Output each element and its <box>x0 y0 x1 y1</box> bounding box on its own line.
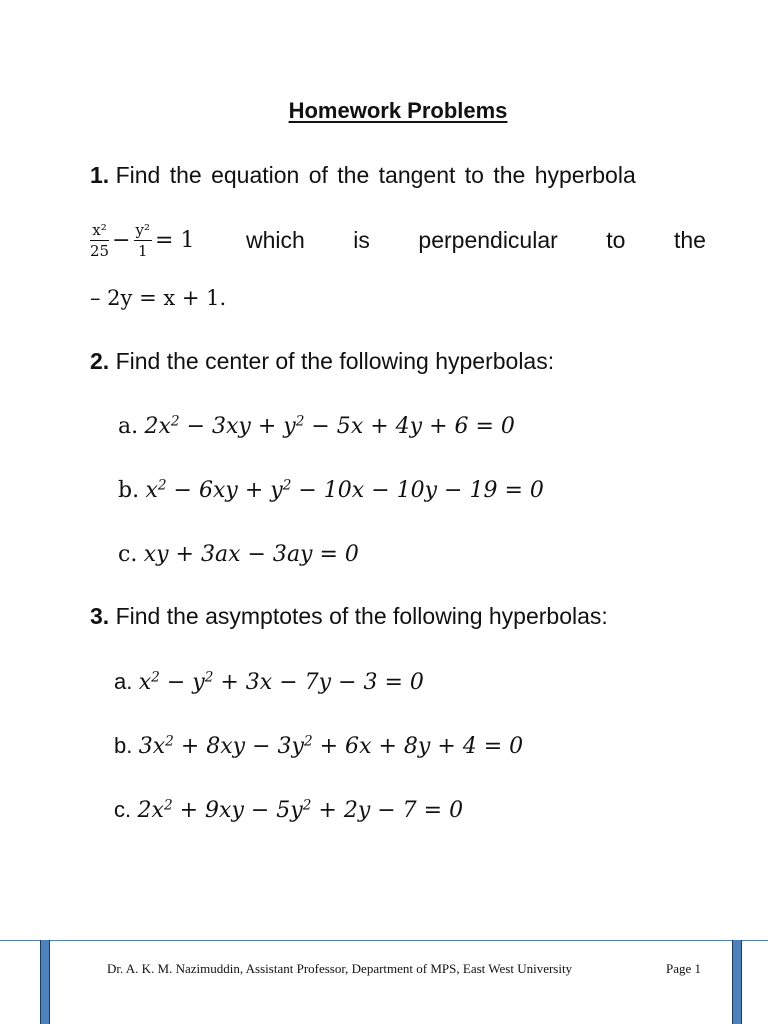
fraction-y: $\frac{\text{y²}}{1}$ <box>135 220 151 260</box>
problem-3-number: 3. <box>90 603 110 629</box>
item-label: a. <box>114 669 133 694</box>
equation-2c: xy + 3ax − 3ay = 0 <box>143 542 359 567</box>
problem-1-line3: – 2y = x + 1. <box>90 286 227 310</box>
fraction-x: $\frac{\text{x²}}{25}$ <box>90 220 110 260</box>
equation-3a: $x^2 - y^2 + 3x - 7y - 3 = 0$ <box>138 669 424 695</box>
item-label: c. <box>118 542 138 567</box>
footer-rule <box>0 940 768 941</box>
problem-2b <box>118 476 544 503</box>
problem-2-number: 2. <box>90 348 110 374</box>
equation-3c: $2x^2 + 9xy - 5y^2 + 2y - 7 = 0$ <box>137 797 464 823</box>
word-perpendicular: perpendicular <box>418 226 558 253</box>
problem-1-text: Find the equation of the tangent to the hyperbola <box>115 162 636 188</box>
footer-author: Dr. A. K. M. Nazimuddin, Assistant Professor, Department of MPS, East West University <box>107 961 573 976</box>
word-to: to <box>606 226 626 253</box>
footer-left-bar <box>40 940 50 1024</box>
problem-3-heading: Find the asymptotes of the following hyperbolas: <box>115 603 608 629</box>
problem-3b <box>114 732 523 759</box>
word-the: the <box>673 226 706 253</box>
problem-1-line1 <box>90 162 636 189</box>
equation-2a: $2x^2 - 3xy + y^2 - 5x + 4y + 6 = 0$ <box>144 413 515 439</box>
problem-2c <box>118 540 359 567</box>
hyperbola-equation: $\frac{\text{x²}}{25}$ − $\frac{\text{y²}}{1}$ = 1 <box>90 220 195 260</box>
item-label: b. <box>118 478 140 503</box>
problem-2-heading-line <box>90 348 554 375</box>
word-is: is <box>353 226 370 253</box>
problem-2-heading: Find the center of the following hyperbolas: <box>115 348 555 374</box>
item-label: a. <box>118 414 139 439</box>
page-title: Homework Problems <box>288 98 508 123</box>
equation-3b: $3x^2 + 8xy - 3y^2 + 6x + 8y + 4 = 0$ <box>138 733 524 759</box>
equation-2b: $x^2 - 6xy + y^2 - 10x - 10y - 19 = 0$ <box>145 477 544 503</box>
problem-1-line2 <box>90 212 706 268</box>
item-label: b. <box>114 733 133 758</box>
problem-3c <box>114 796 463 823</box>
footer-right-bar <box>732 940 742 1024</box>
footer-page-number: Page 1 <box>666 961 702 976</box>
word-which: which <box>245 226 305 253</box>
problem-2a <box>118 412 515 439</box>
problem-1-number: 1. <box>90 162 110 188</box>
problem-3a <box>114 668 424 695</box>
problem-3-heading-line <box>90 603 608 630</box>
item-label: c. <box>114 797 132 822</box>
